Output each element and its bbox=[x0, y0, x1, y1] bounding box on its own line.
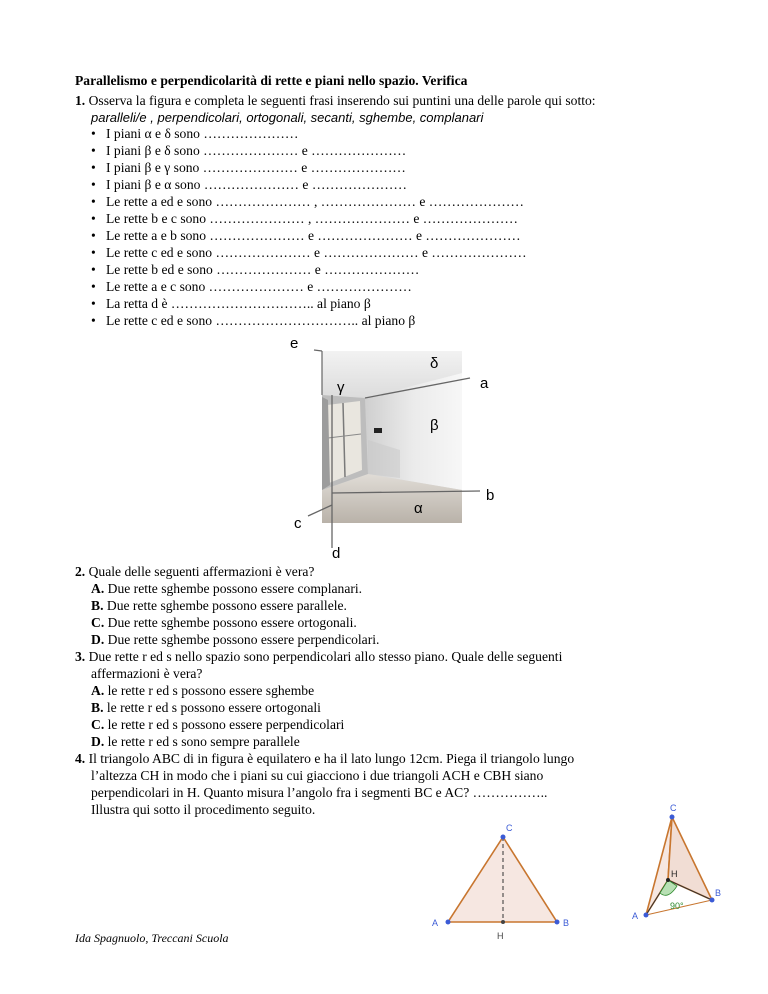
bullet-icon: • bbox=[91, 245, 96, 260]
label-delta: δ bbox=[430, 355, 439, 372]
option-item: A. Due rette sghembe possono essere complanari. bbox=[91, 581, 363, 596]
list-item: • Le rette a e b sono ………………… e ………………… e ………………… bbox=[91, 228, 521, 243]
label-alpha: α bbox=[414, 500, 423, 517]
page-title: Parallelismo e perpendicolarità di rette e piani nello spazio. Verifica bbox=[75, 73, 468, 88]
list-item: • I piani β e δ sono ………………… e ………………… bbox=[91, 143, 407, 158]
footer-credit: Ida Spagnuolo, Treccani Scuola bbox=[75, 931, 229, 945]
angle-label: 90° bbox=[670, 901, 684, 911]
label-h: H bbox=[671, 869, 678, 879]
option-item: C. le rette r ed s possono essere perpendicolari bbox=[91, 717, 345, 732]
question-1-text: Osserva la figura e completa le seguenti frasi inserendo sui puntini una delle parole qui sotto: bbox=[88, 93, 596, 108]
bullet-icon: • bbox=[91, 143, 96, 158]
label-d: d bbox=[332, 545, 341, 562]
option-item: B. le rette r ed s possono essere ortogonali bbox=[91, 700, 321, 715]
list-item: • Le rette c ed e sono ………………………….. al piano β bbox=[91, 313, 416, 328]
bullet-icon: • bbox=[91, 126, 96, 141]
list-item: • Le rette b ed e sono ………………… e ………………… bbox=[91, 262, 420, 277]
list-item: • Le rette a e c sono ………………… e ………………… bbox=[91, 279, 412, 294]
point-c bbox=[670, 815, 675, 820]
bullet-icon: • bbox=[91, 160, 96, 175]
label-a: A bbox=[632, 911, 639, 921]
label-c: C bbox=[670, 803, 677, 813]
list-item: • I piani β e α sono ………………… e ………………… bbox=[91, 177, 407, 192]
bullet-icon: • bbox=[91, 279, 96, 294]
list-item: • La retta d è ………………………….. al piano β bbox=[91, 296, 371, 311]
label-h: H bbox=[497, 931, 504, 941]
question-4-text-cont: perpendicolari in H. Quanto misura l’angolo fra i segmenti BC e AC? …………….. bbox=[91, 785, 548, 800]
list-item: • Le rette b e c sono ………………… , ………………… e ………………… bbox=[91, 211, 518, 226]
bullet-icon: • bbox=[91, 313, 96, 328]
option-item: B. Due rette sghembe possono essere parallele. bbox=[91, 598, 347, 613]
list-item: • Le rette a ed e sono ………………… , ………………… e ………………… bbox=[91, 194, 524, 209]
label-b: b bbox=[486, 487, 495, 504]
option-item: D. le rette r ed s sono sempre parallele bbox=[91, 734, 300, 749]
question-4-text-cont: l’altezza CH in modo che i piani su cui giacciono i due triangoli ACH e CBH siano bbox=[91, 768, 544, 783]
question-3-text: Due rette r ed s nello spazio sono perpendicolari allo stesso piano. Quale delle seguenti bbox=[88, 649, 563, 664]
question-4-text-cont: Illustra qui sotto il procedimento seguito. bbox=[91, 802, 316, 817]
label-c: c bbox=[294, 515, 302, 532]
label-e: e bbox=[290, 335, 299, 352]
label-beta: β bbox=[430, 417, 439, 434]
question-2-number: 2. bbox=[75, 564, 86, 579]
question-1-number: 1. bbox=[75, 93, 86, 108]
label-b: B bbox=[715, 888, 722, 898]
bullet-icon: • bbox=[91, 211, 96, 226]
bullet-icon: • bbox=[91, 296, 96, 311]
label-c: C bbox=[506, 823, 513, 833]
label-gamma: γ bbox=[337, 379, 345, 396]
question-4-text: Il triangolo ABC di in figura è equilatero e ha il lato lungo 12cm. Piega il triangolo lungo bbox=[88, 751, 575, 766]
point-h bbox=[666, 878, 670, 882]
word-list: paralleli/e , perpendicolari, ortogonali, secanti, sghembe, complanari bbox=[91, 110, 484, 125]
label-a: A bbox=[432, 918, 439, 928]
question-3-number: 3. bbox=[75, 649, 86, 664]
list-item: • I piani β e γ sono ………………… e ………………… bbox=[91, 160, 406, 175]
point-b bbox=[710, 898, 715, 903]
bullet-icon: • bbox=[91, 228, 96, 243]
label-b: B bbox=[563, 918, 570, 928]
label-a: a bbox=[480, 375, 489, 392]
bullet-icon: • bbox=[91, 262, 96, 277]
option-item: A. le rette r ed s possono essere sghembe bbox=[91, 683, 315, 698]
question-3-text-cont: affermazioni è vera? bbox=[91, 666, 203, 681]
list-item: • I piani α e δ sono ………………… bbox=[91, 126, 299, 141]
list-item: • Le rette c ed e sono ………………… e ………………… e ………………… bbox=[91, 245, 527, 260]
bullet-icon: • bbox=[91, 177, 96, 192]
option-item: C. Due rette sghembe possono essere ortogonali. bbox=[91, 615, 357, 630]
bullet-icon: • bbox=[91, 194, 96, 209]
question-4-number: 4. bbox=[75, 751, 86, 766]
question-2-text: Quale delle seguenti affermazioni è vera? bbox=[88, 564, 315, 579]
point-a bbox=[644, 913, 649, 918]
option-item: D. Due rette sghembe possono essere perpendicolari. bbox=[91, 632, 380, 647]
